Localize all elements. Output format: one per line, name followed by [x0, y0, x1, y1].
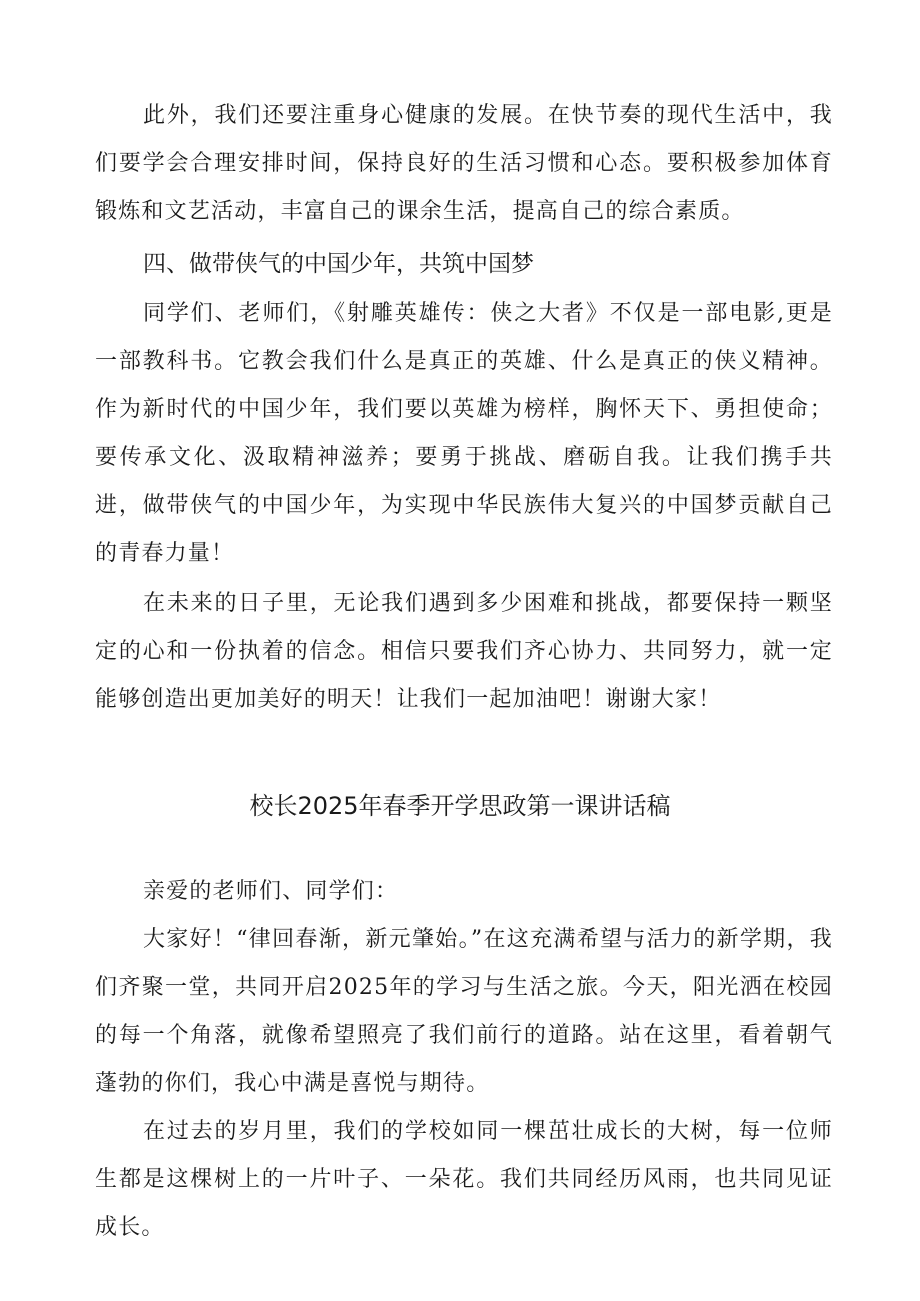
paragraph-movie: 同学们、老师们，《射雕英雄传：侠之大者》不仅是一部电影,更是一部教科书。它教会我们什么是真正的英雄、什么是真正的侠义精神。作为新时代的中国少年，我们要以英雄为榜样，胸怀天下、勇担使命；要传承文化、汲取精神滋养；要勇于挑战、磨砺自我。让我们携手共进，做带侠气的中国少年，为实现中华民族伟大复兴的中国梦贡献自己的青春力量！: [95, 301, 833, 566]
greeting: 亲爱的老师们、同学们：: [143, 879, 399, 904]
paragraph-future: 在未来的日子里，无论我们遇到多少困难和挑战，都要保持一颗坚定的心和一份执着的信念。相信只要我们齐心协力、共同努力，就一定能够创造出更加美好的明天！让我们一起加油吧！谢谢大家！: [95, 591, 833, 712]
section-heading-four: 四、做带侠气的中国少年，共筑中国梦: [143, 251, 534, 277]
speech-title: 校长2025年春季开学思政第一课讲话稿: [249, 792, 671, 820]
paragraph-health: 此外，我们还要注重身心健康的发展。在快节奏的现代生活中，我们要学会合理安排时间，保持良好的生活习惯和心态。要积极参加体育锻炼和文艺活动，丰富自己的课余生活，提高自己的综合素质。: [95, 103, 833, 224]
paragraph-hello: 大家好！“律回春渐，新元肇始。”在这充满希望与活力的新学期，我们齐聚一堂，共同开启2025年的学习与生活之旅。今天，阳光洒在校园的每一个角落，就像希望照亮了我们前行的道路。站在这里，看着朝气蓬勃的你们，我心中满是喜悦与期待。: [95, 927, 833, 1096]
paragraph-past: 在过去的岁月里，我们的学校如同一棵茁壮成长的大树，每一位师生都是这棵树上的一片叶子、一朵花。我们共同经历风雨，也共同见证成长。: [95, 1119, 833, 1240]
